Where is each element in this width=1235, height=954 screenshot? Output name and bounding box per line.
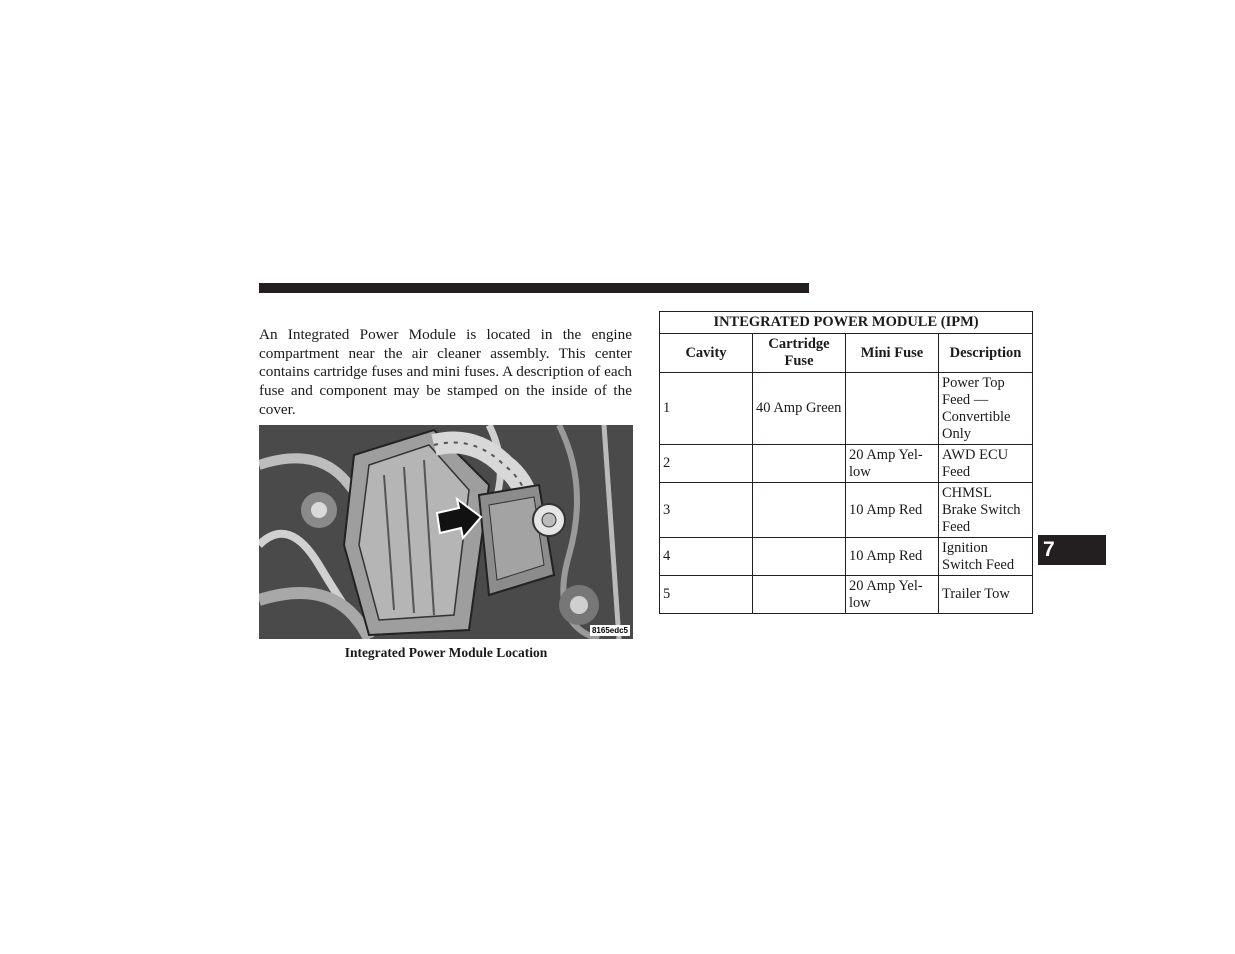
mini-fuse-cell: 10 Amp Red [846,483,939,538]
cartridge-fuse-cell [753,483,846,538]
cavity-cell: 4 [660,538,753,576]
intro-paragraph: An Integrated Power Module is located in the engine compartment near the air cleaner assembly. This center contains cartridge fuses and mini fuses. A description of each fuse and component may be stamped on the inside of the cover. [259,326,632,418]
mini-fuse-cell: 20 Amp Yel-low [846,445,939,483]
figure-caption: Integrated Power Module Location [344,645,548,660]
table-row [660,538,1033,576]
mini-fuse-cell: 10 Amp Red [846,538,939,576]
section-rule [259,283,809,293]
table-title: INTEGRATED POWER MODULE (IPM) [660,312,1033,334]
chapter-tab: 7 [1038,535,1106,565]
header-cavity: Cavity [660,334,753,373]
description-cell: AWD ECU Feed [939,445,1033,483]
header-mini-fuse: Mini Fuse [846,334,939,373]
mini-fuse-cell [846,373,939,445]
header-cartridge-fuse: Cartridge Fuse [753,334,846,373]
table-row [660,483,1033,538]
description-cell: Power Top Feed — Convertible Only [939,373,1033,445]
table-row [660,373,1033,445]
cartridge-fuse-cell [753,538,846,576]
ipm-fuse-table [659,311,1033,614]
cartridge-fuse-cell [753,445,846,483]
figure-code: 8165edc5 [591,626,628,635]
header-description: Description [939,334,1033,373]
cavity-cell: 2 [660,445,753,483]
description-cell: Ignition Switch Feed [939,538,1033,576]
cavity-cell: 3 [660,483,753,538]
description-cell: Trailer Tow [939,576,1033,614]
engine-compartment-photo [259,425,633,639]
table-row [660,445,1033,483]
cartridge-fuse-cell: 40 Amp Green [753,373,846,445]
description-cell: CHMSL Brake Switch Feed [939,483,1033,538]
cavity-cell: 1 [660,373,753,445]
table-row [660,576,1033,614]
cartridge-fuse-cell [753,576,846,614]
cavity-cell: 5 [660,576,753,614]
mini-fuse-cell: 20 Amp Yel-low [846,576,939,614]
